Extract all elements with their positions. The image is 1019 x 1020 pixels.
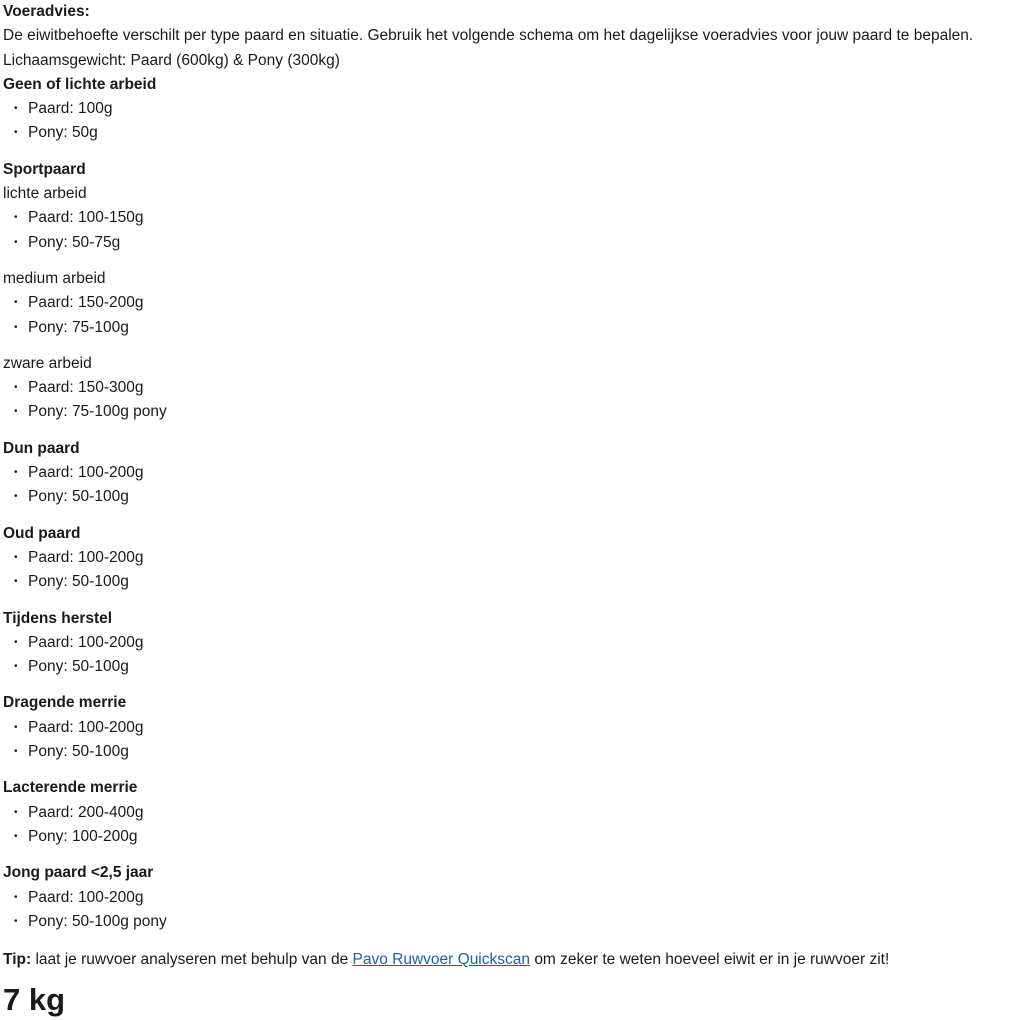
section-title: Dun paard [3,439,80,457]
list-item: • Paard: 100-200g [3,461,1017,485]
list-item: • Paard: 100-200g [3,546,1017,570]
section-title: Sportpaard [3,160,86,178]
tip-paragraph [3,948,1017,972]
section-heading: Voeradvies: [3,3,90,20]
list-item: • Paard: 100-200g [3,716,1017,740]
list-item: • Paard: 100-200g [3,886,1017,910]
list-item: • Pony: 50-100g pony [3,910,1017,934]
section-title: Geen of lichte arbeid [3,75,157,93]
list-item: • Paard: 150-300g [3,376,1017,400]
section-title: Jong paard <2,5 jaar [3,864,154,882]
list-item: • Paard: 100g [3,97,1017,121]
quickscan-link[interactable]: Pavo Ruwvoer Quickscan [352,951,530,969]
amount-heading: 7 kg [3,982,66,1018]
list-item: • Paard: 100-200g [3,631,1017,655]
section-title: Lacterende merrie [3,779,138,797]
list-item: • Pony: 50-100g [3,740,1017,764]
list-item: • Paard: 150-200g [3,291,1017,315]
list-item: • Pony: 50-100g [3,570,1017,594]
tip-text-after: om zeker te weten hoeveel eiwit er in je ruwvoer zit! [534,951,890,969]
list-item: • Pony: 100-200g [3,825,1017,849]
list-item: • Pony: 75-100g pony [3,400,1017,424]
list-item: • Pony: 75-100g [3,316,1017,340]
intro-text: De eiwitbehoefte verschilt per type paard en situatie. Gebruik het volgende schema om het dagelijkse voeradvies voor jouw paard te bepalen. [3,27,974,45]
section-title: Dragende merrie [3,694,127,712]
list-item: • Pony: 50-75g [3,231,1017,255]
tip-text-before: laat je ruwvoer analyseren met behulp van de [35,951,349,969]
list-item: • Pony: 50-100g [3,655,1017,679]
list-item: • Paard: 100-150g [3,206,1017,230]
content [3,0,1017,1020]
section-subtitle: medium arbeid [3,269,106,287]
list-item: • Pony: 50-100g [3,485,1017,509]
tip-label: Tip: [3,951,32,969]
section-subtitle: lichte arbeid [3,185,87,203]
list-item: • Paard: 200-400g [3,801,1017,825]
bodyweight-text: Lichaamsgewicht: Paard (600kg) & Pony (300kg) [3,51,340,69]
section-title: Tijdens herstel [3,609,113,627]
section-title: Oud paard [3,524,81,542]
section-subtitle: zware arbeid [3,354,92,372]
list-item: • Pony: 50g [3,121,1017,145]
